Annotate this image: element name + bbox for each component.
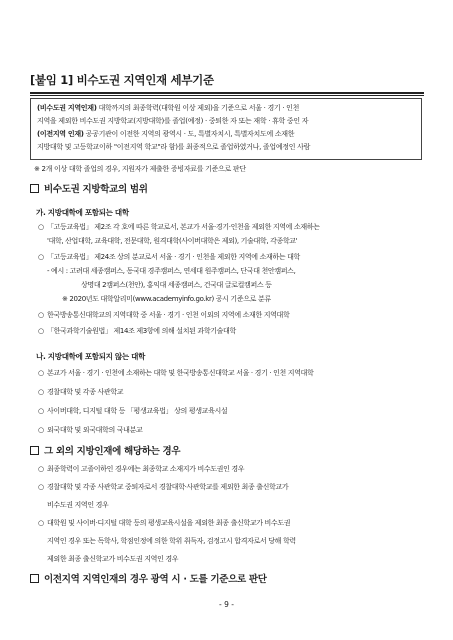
list-item [38,463,244,475]
list-item [38,481,288,493]
list-item [38,367,313,379]
bullet-circle-icon: ○ [38,407,44,415]
checkbox-square-icon [30,574,39,583]
title-block [30,72,424,96]
section2-title: 그 외의 지방인재에 해당하는 경우 [44,446,181,457]
bullet-circle-icon: ○ [38,369,44,377]
definition-relocated-label: (이전지역 인재) [37,130,84,138]
title-rule-thin [30,95,424,96]
definition-relocated-cont: 지방대학 및 고등학교이하 "이전지역 학교"라 함)를 최종적으로 졸업하였거나, 졸업예정인 사람 [37,143,311,151]
bullet-circle-icon: ○ [38,519,44,527]
page-title: [붙임 1] 비수도권 지역인재 세부기준 [30,73,214,87]
item-text: 「고등교육법」 제2조 각 호에 따른 학교로서, 본교가 서울·경기·인천을 제외한 지역에 소재하는 [47,223,320,231]
definition-nonmetro-cont: 지역을 제외한 비수도권 지방학교(지방대학)를 졸업(예정) · 중퇴한 자 또는 재학 · 휴학 중인 자 [37,117,309,125]
multi-degree-note: ※ 2개 이상 대학 졸업의 경우, 지원자가 제출한 증빙자료를 기준으로 판단 [34,165,246,173]
list-item [38,405,227,417]
definition-nonmetro-text-a: 대학까지의 최종학력(대학원 이상 제외)을 기준으로 서울 · 경기 · 인천 [96,104,300,112]
section-heading-relocated-region [30,573,424,587]
item-continuation: 제외한 최종 출신학교가 비수도권 지역인 경우 [47,555,179,563]
item-continuation: 지역인 경우 또는 독학사, 학점인정에 의한 학위 취득자, 검정고시 합격자로서 당해 학력 [47,537,296,545]
definition-relocated-text-a: 공공기관이 이전한 지역의 광역시 · 도, 특별자치시, 특별자치도에 소재한 [83,130,295,138]
checkbox-square-icon [30,184,39,193]
item-text: 최종학력이 고졸이하인 경우에는 최종학교 소재지가 비수도권인 경우 [47,465,245,473]
page-number: - 9 - [219,600,234,609]
bullet-circle-icon: ○ [38,253,44,261]
item-note: ※ 2020년도 대학알리미(www.academyinfo.go.kr) 공시 기준으로 분류 [62,295,271,303]
section1-title: 비수도권 지방학교의 범위 [44,184,148,195]
list-item [38,424,142,436]
list-item [38,309,289,321]
item-text: 대학원 및 사이버·디지털 대학 등의 평생교육시설을 제외한 최종 출신학교가 비수도권 [47,519,291,527]
list-item [38,517,290,529]
item-text: 본교가 서울 · 경기 · 인천에 소재하는 대학 및 한국방송통신대학교 서울 · 경기 · 인천 지역대학 [47,369,314,377]
item-text: 한국방송통신대학교의 지역대학 중 서울 · 경기 · 인천 이외의 지역에 소재한 지역대학 [47,311,290,319]
bullet-circle-icon: ○ [38,223,44,231]
bullet-circle-icon: ○ [38,483,44,491]
list-item [38,221,320,233]
section3-title: 이전지역 지역인재의 경우 광역 시 · 도를 기준으로 판단 [44,574,267,585]
title-rule-thick [30,92,424,94]
definition-nonmetro [37,102,415,115]
bullet-circle-icon: ○ [38,327,44,335]
item-text: 「고등교육법」 제24조 상의 분교로서 서울 · 경기 · 인천을 제외한 지역에 소재하는 대학 [47,253,300,261]
item-continuation: '대학, 산업대학, 교육대학, 전문대학, 원격대학(사이버대학은 제외), 기술대학, 각종학교' [47,237,298,245]
item-text: 경찰대학 및 각종 사관학교 중퇴자로서 경찰대학·사관학교를 제외한 최종 출신학교가 [47,483,289,491]
subsection-included: 가. 지방대학에 포함되는 대학 [36,208,129,217]
item-text: 경찰대학 및 각종 사관학교 [47,388,124,396]
item-text: 사이버대학, 디지털 대학 등 「평생교육법」 상의 평생교육시설 [47,407,228,415]
item-text: 외국대학 및 외국대학의 국내분교 [47,426,143,434]
bullet-circle-icon: ○ [38,426,44,434]
definition-nonmetro-label: (비수도권 지역인재) [37,104,97,112]
subsection-excluded: 나. 지방대학에 포함되지 않는 대학 [36,352,146,361]
item-continuation: 비수도권 지역인 경우 [47,501,109,509]
checkbox-square-icon [30,446,39,455]
list-item [38,251,300,263]
section-heading-local-school-scope [30,183,424,197]
section-heading-other-cases [30,445,424,459]
definition-relocated [37,128,415,141]
bullet-circle-icon: ○ [38,465,44,473]
bullet-circle-icon: ○ [38,311,44,319]
definition-box [30,98,422,160]
item-text: 「한국과학기술원법」 제14조 제3항에 의해 설치된 과학기술대학 [47,327,236,335]
list-item [38,325,236,337]
item-example-cont: 상명대 2캠퍼스(천안), 홍익대 세종캠퍼스, 건국대 글로컬캠퍼스 등 [81,281,272,289]
item-example: - 예시 : 고려대 세종캠퍼스, 동국대 경주캠퍼스, 연세대 원주캠퍼스, 단국대 천안캠퍼스, [47,267,296,275]
list-item [38,386,123,398]
bullet-circle-icon: ○ [38,388,44,396]
